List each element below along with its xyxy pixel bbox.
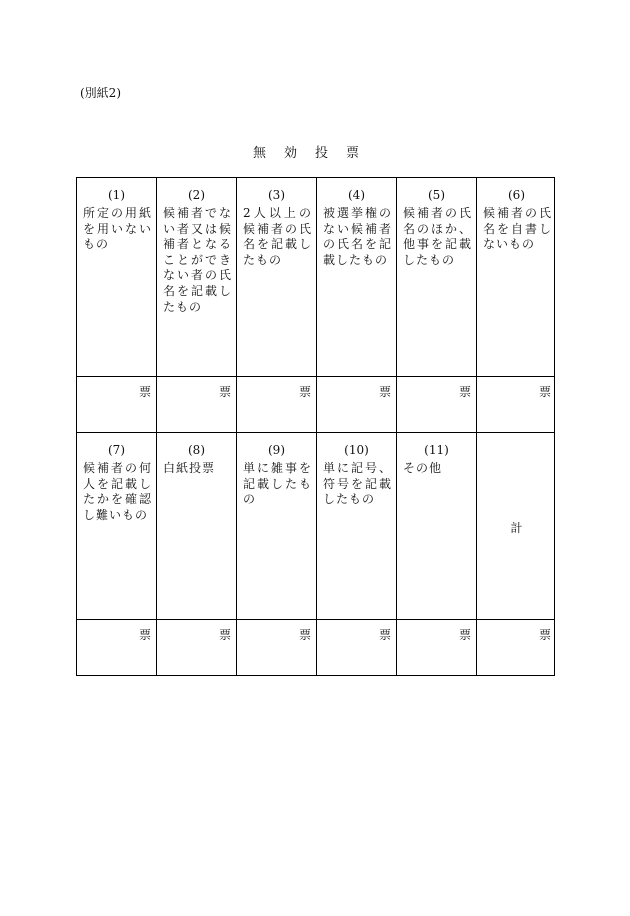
vote-count-cell[interactable] (396, 620, 476, 675)
category-description: 所定の用紙を用いないもの (83, 206, 152, 252)
vote-count-cell[interactable] (316, 620, 396, 675)
category-row-1 (77, 178, 554, 376)
vote-count-row-1 (77, 376, 554, 432)
category-number: (3) (268, 188, 285, 202)
vote-unit-label: 票 (218, 628, 231, 642)
category-cell-10 (316, 433, 396, 619)
vote-count-cell[interactable] (156, 377, 236, 432)
vote-count-cell[interactable] (316, 377, 396, 432)
vote-unit-label: 票 (538, 628, 551, 642)
category-description: 被選挙権のない候補者の氏名を記載したもの (323, 206, 392, 267)
category-cell-8 (156, 433, 236, 619)
total-cell (476, 433, 556, 619)
category-number: (10) (344, 443, 369, 457)
category-number: (1) (108, 188, 125, 202)
vote-count-cell[interactable] (236, 377, 316, 432)
category-description: 単に雑事を記載したもの (243, 461, 312, 507)
vote-count-cell[interactable] (396, 377, 476, 432)
vote-count-cell[interactable] (77, 620, 156, 675)
category-description: 候補者の何人を記載したかを確認し難いもの (83, 461, 152, 522)
category-row-2 (77, 432, 554, 619)
category-description: 候補者でない者又は候補者となることができない者の氏名を記載したもの (163, 206, 232, 314)
category-description: その他 (403, 461, 443, 475)
vote-unit-label: 票 (138, 385, 151, 399)
vote-count-row-2 (77, 619, 554, 675)
total-count-cell[interactable] (476, 620, 556, 675)
category-cell-4 (316, 178, 396, 376)
form-title: 無効投票 (252, 146, 377, 161)
vote-count-cell[interactable] (236, 620, 316, 675)
category-number: (7) (108, 443, 125, 457)
vote-unit-label: 票 (378, 628, 391, 642)
vote-unit-label: 票 (218, 385, 231, 399)
category-number: (2) (188, 188, 205, 202)
category-description: 単に記号、符号を記載したもの (323, 461, 392, 507)
vote-unit-label: 票 (538, 385, 551, 399)
category-number: (11) (424, 443, 449, 457)
category-cell-5 (396, 178, 476, 376)
category-number: (4) (348, 188, 365, 202)
total-label: 計 (510, 521, 523, 535)
category-cell-6 (476, 178, 556, 376)
category-number: (9) (268, 443, 285, 457)
category-cell-9 (236, 433, 316, 619)
category-description: 候補者の氏名のほか、他事を記載したもの (403, 206, 472, 267)
vote-unit-label: 票 (458, 628, 471, 642)
category-description: 候補者の氏名を自書しないもの (483, 206, 552, 252)
vote-unit-label: 票 (298, 628, 311, 642)
category-number: (8) (188, 443, 205, 457)
vote-count-cell[interactable] (156, 620, 236, 675)
category-number: (6) (508, 188, 525, 202)
category-cell-3 (236, 178, 316, 376)
invalid-votes-table (76, 177, 555, 676)
vote-unit-label: 票 (378, 385, 391, 399)
category-cell-1 (77, 178, 156, 376)
category-cell-11 (396, 433, 476, 619)
category-cell-2 (156, 178, 236, 376)
vote-unit-label: 票 (298, 385, 311, 399)
annex-label: (別紙2) (80, 86, 121, 100)
vote-count-cell[interactable] (77, 377, 156, 432)
category-number: (5) (428, 188, 445, 202)
vote-unit-label: 票 (458, 385, 471, 399)
vote-count-cell[interactable] (476, 377, 556, 432)
vote-unit-label: 票 (138, 628, 151, 642)
category-cell-7 (77, 433, 156, 619)
category-description: 2人以上の候補者の氏名を記載したもの (243, 206, 312, 267)
category-description: 白紙投票 (163, 461, 216, 475)
